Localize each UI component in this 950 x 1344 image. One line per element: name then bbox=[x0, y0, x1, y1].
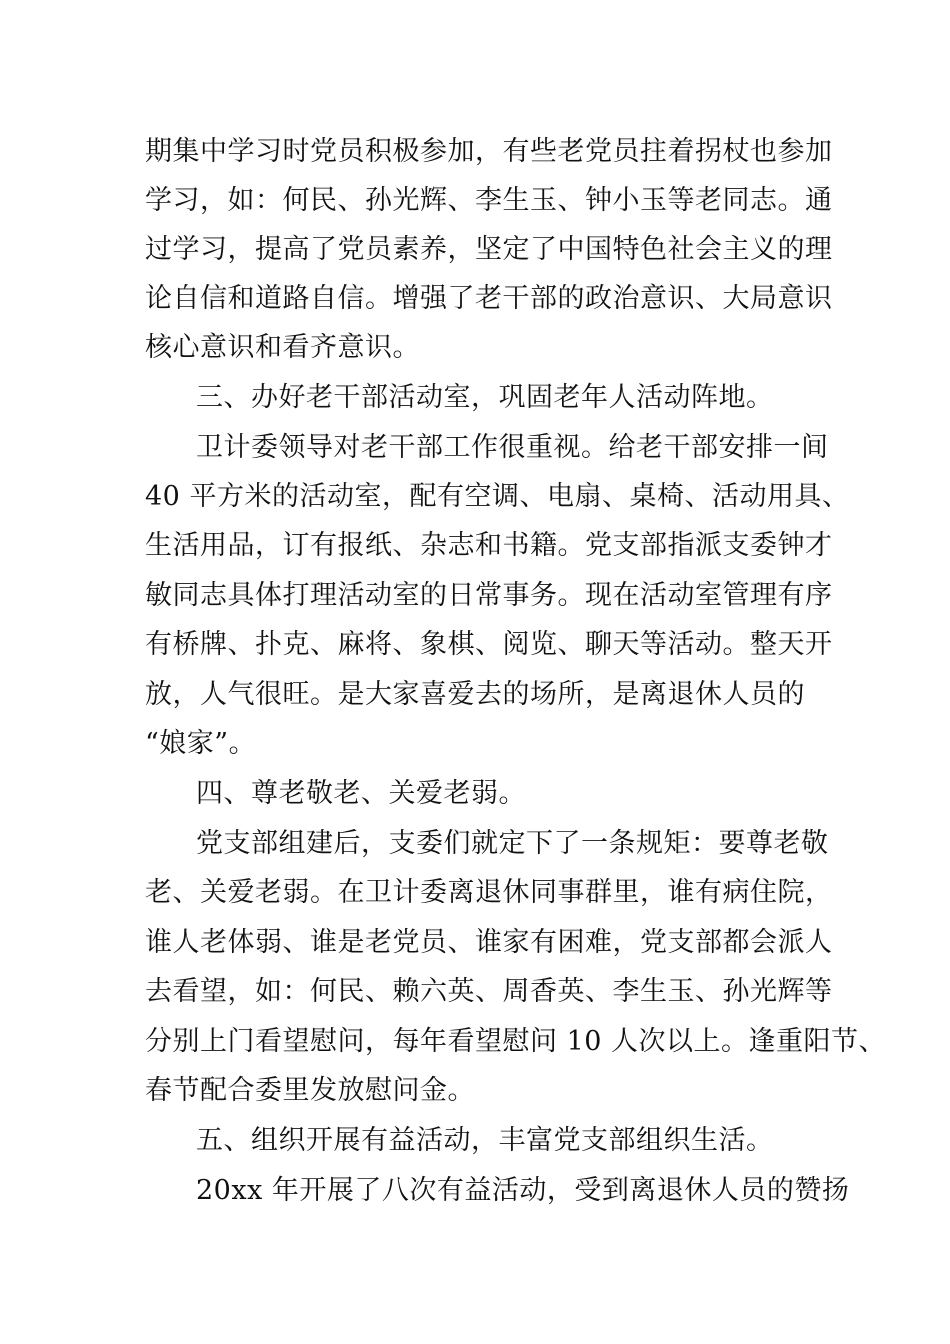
section-heading: 四、尊老敬老、关爱老弱。 bbox=[196, 778, 526, 809]
text-line: 老、关爱老弱。在卫计委离退休同事群里，谁有病住院， bbox=[145, 877, 833, 908]
text-line: 党支部组建后，支委们就定下了一条规矩：要尊老敬 bbox=[196, 828, 829, 859]
text-line: 期集中学习时党员积极参加，有些老党员拄着拐杖也参加 bbox=[145, 136, 833, 167]
text-line: 去看望，如：何民、赖六英、周香英、李生玉、孙光辉等 bbox=[145, 976, 833, 1007]
text-line: 核心意识和看齐意识。 bbox=[145, 332, 420, 363]
text-line: 论自信和道路自信。增强了老干部的政治意识、大局意识 bbox=[145, 283, 833, 314]
text-line: 春节配合委里发放慰问金。 bbox=[145, 1075, 475, 1106]
text-line: 有桥牌、扑克、麻将、象棋、阅览、聊天等活动。整天开 bbox=[145, 629, 833, 660]
text-line: 卫计委领导对老干部工作很重视。给老干部安排一间 bbox=[196, 432, 829, 463]
section-heading: 三、办好老干部活动室，巩固老年人活动阵地。 bbox=[196, 382, 774, 413]
text-line: 20xx 年开展了八次有益活动，受到离退休人员的赞扬 bbox=[196, 1175, 850, 1206]
text-line: 学习，如：何民、孙光辉、李生玉、钟小玉等老同志。通 bbox=[145, 185, 833, 216]
text-line: 40 平方米的活动室，配有空调、电扇、桌椅、活动用具、 bbox=[145, 481, 850, 512]
text-line: 谁人老体弱、谁是老党员、谁家有困难，党支部都会派人 bbox=[145, 927, 833, 958]
text-line: 生活用品，订有报纸、杂志和书籍。党支部指派支委钟才 bbox=[145, 530, 833, 561]
text-line: 放，人气很旺。是大家喜爱去的场所，是离退休人员的 bbox=[145, 679, 805, 710]
text-line: “娘家”。 bbox=[145, 728, 257, 759]
text-line: 过学习，提高了党员素养，坚定了中国特色社会主义的理 bbox=[145, 234, 833, 265]
section-heading: 五、组织开展有益活动，丰富党支部组织生活。 bbox=[196, 1125, 774, 1156]
text-line: 敏同志具体打理活动室的日常事务。现在活动室管理有序 bbox=[145, 580, 833, 611]
text-line: 分别上门看望慰问，每年看望慰问 10 人次以上。逢重阳节、 bbox=[145, 1026, 887, 1057]
